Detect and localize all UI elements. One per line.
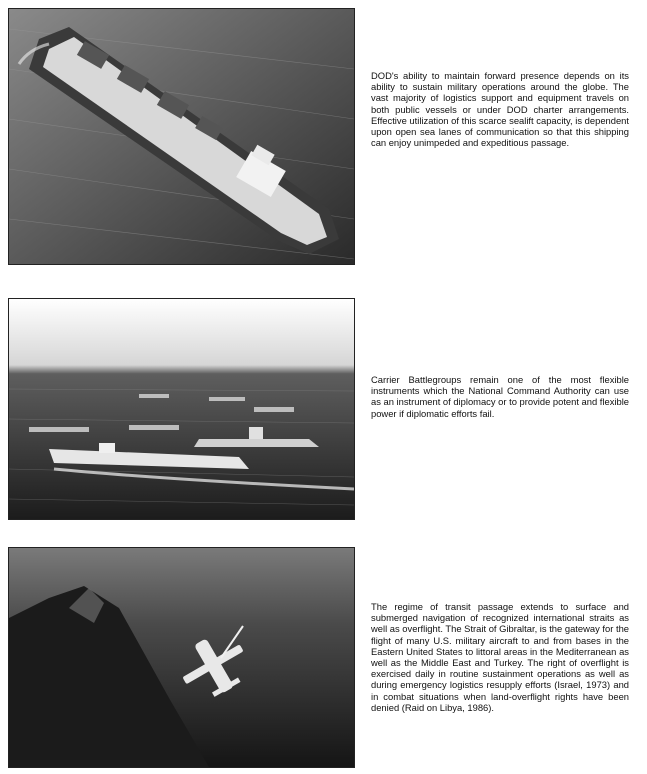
battlegroup-illustration bbox=[9, 299, 354, 519]
carrier-battlegroup-photo bbox=[8, 298, 355, 520]
caption-transit-passage: The regime of transit passage extends to surface and submerged navigation of recognized international straits as well as overflight. The Strait of Gibraltar, is the gateway for the flight of many U.S. military aircraft to and from bases in the Eastern United States to littoral areas in the Mediterranean as well as the Middle East and Turkey. The right of overflight is exercised daily in routine sustainment operations as well as during emergency logistics resupply efforts (Israel, 1973) and in combat situations when land-overflight rights have been denied (Raid on Libya, 1986). bbox=[371, 601, 629, 713]
cargo-ship-photo bbox=[8, 8, 355, 265]
cargo-ship-illustration bbox=[9, 9, 354, 264]
caption-carrier-battlegroups: Carrier Battlegroups remain one of the most flexible instruments which the National Command Authority can use as an instrument of diplomacy or to provide potent and flexible power if diplomatic efforts fail. bbox=[371, 374, 629, 419]
overflight-illustration bbox=[9, 548, 354, 767]
caption-sealift: DOD's ability to maintain forward presence depends on its ability to sustain military operations around the globe. The vast majority of logistics support and equipment travels on both public vessels or under DOD charter arrangements. Effective utilization of this scarce sealift capacity, is dependent upon open sea lanes of communication so that this shipping can enjoy unimpeded and expeditious passage. bbox=[371, 70, 629, 149]
aircraft-overflight-photo bbox=[8, 547, 355, 768]
